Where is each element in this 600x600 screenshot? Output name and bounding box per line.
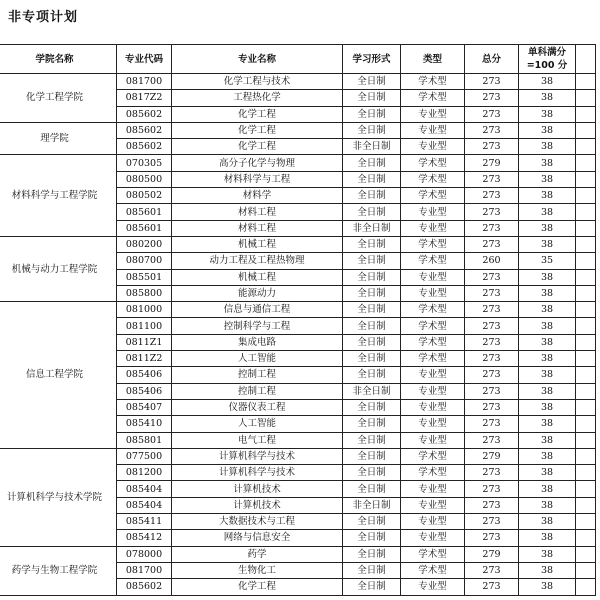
cell-code: 081700 xyxy=(117,562,172,578)
cell-code: 085406 xyxy=(117,383,172,399)
cell-major: 人工智能 xyxy=(172,351,343,367)
cell-mode: 全日制 xyxy=(343,204,401,220)
cell-extra xyxy=(576,334,596,350)
cell-single: 38 xyxy=(519,188,576,204)
cell-major: 电气工程 xyxy=(172,432,343,448)
cell-code: 0817Z2 xyxy=(117,90,172,106)
cell-total: 273 xyxy=(465,530,519,546)
cell-major: 机械工程 xyxy=(172,269,343,285)
cell-single: 38 xyxy=(519,302,576,318)
cell-single: 38 xyxy=(519,465,576,481)
cell-type: 学术型 xyxy=(401,546,465,562)
cell-major: 信息与通信工程 xyxy=(172,302,343,318)
cell-single: 38 xyxy=(519,74,576,90)
header-college: 学院名称 xyxy=(0,45,117,74)
cell-single: 38 xyxy=(519,530,576,546)
cell-extra xyxy=(576,220,596,236)
cell-total: 273 xyxy=(465,432,519,448)
cell-mode: 全日制 xyxy=(343,514,401,530)
cell-extra xyxy=(576,188,596,204)
cell-single: 38 xyxy=(519,514,576,530)
cell-major: 化学工程 xyxy=(172,139,343,155)
cell-major: 材料工程 xyxy=(172,220,343,236)
table-row xyxy=(0,155,596,171)
cell-major: 控制科学与工程 xyxy=(172,318,343,334)
header-mode: 学习形式 xyxy=(343,45,401,74)
cell-type: 专业型 xyxy=(401,497,465,513)
cell-code: 085410 xyxy=(117,416,172,432)
cell-mode: 全日制 xyxy=(343,448,401,464)
cell-code: 080500 xyxy=(117,171,172,187)
cell-extra xyxy=(576,155,596,171)
table-header-row xyxy=(0,45,596,74)
cell-mode: 全日制 xyxy=(343,318,401,334)
cell-total: 273 xyxy=(465,497,519,513)
cell-major: 控制工程 xyxy=(172,383,343,399)
cell-mode: 全日制 xyxy=(343,465,401,481)
cell-extra xyxy=(576,399,596,415)
table-row xyxy=(0,74,596,90)
cell-code: 080200 xyxy=(117,236,172,252)
cell-code: 085801 xyxy=(117,432,172,448)
cell-single: 38 xyxy=(519,562,576,578)
page-title: 非专项计划 xyxy=(8,10,79,25)
cell-type: 学术型 xyxy=(401,171,465,187)
cell-type: 学术型 xyxy=(401,90,465,106)
cell-total: 273 xyxy=(465,269,519,285)
cell-mode: 全日制 xyxy=(343,269,401,285)
cell-total: 273 xyxy=(465,236,519,252)
cell-single: 38 xyxy=(519,106,576,122)
cell-mode: 非全日制 xyxy=(343,220,401,236)
cell-mode: 全日制 xyxy=(343,432,401,448)
college-name-cell: 化学工程学院 xyxy=(0,74,117,123)
cell-type: 学术型 xyxy=(401,334,465,350)
cell-total: 273 xyxy=(465,481,519,497)
cell-single: 38 xyxy=(519,204,576,220)
cell-single: 38 xyxy=(519,269,576,285)
college-name-cell: 材料科学与工程学院 xyxy=(0,155,117,236)
cell-code: 081100 xyxy=(117,318,172,334)
cell-major: 计算机技术 xyxy=(172,481,343,497)
cell-major: 化学工程 xyxy=(172,122,343,138)
cell-total: 273 xyxy=(465,562,519,578)
cell-code: 085602 xyxy=(117,139,172,155)
cell-extra xyxy=(576,383,596,399)
cell-extra xyxy=(576,579,596,595)
cell-type: 专业型 xyxy=(401,220,465,236)
cell-single: 38 xyxy=(519,90,576,106)
cell-mode: 全日制 xyxy=(343,302,401,318)
cell-major: 集成电路 xyxy=(172,334,343,350)
college-name-cell: 信息工程学院 xyxy=(0,302,117,449)
cell-type: 学术型 xyxy=(401,188,465,204)
cell-major: 化学工程 xyxy=(172,579,343,595)
table-row xyxy=(0,236,596,252)
header-extra xyxy=(576,45,596,74)
cell-mode: 全日制 xyxy=(343,579,401,595)
cell-extra xyxy=(576,74,596,90)
cell-mode: 非全日制 xyxy=(343,383,401,399)
cell-type: 专业型 xyxy=(401,204,465,220)
header-single-line1: 单科满分 xyxy=(527,47,566,58)
cell-code: 085404 xyxy=(117,497,172,513)
college-name-cell: 药学与生物工程学院 xyxy=(0,546,117,595)
cell-code: 085412 xyxy=(117,530,172,546)
cell-single: 38 xyxy=(519,334,576,350)
cell-single: 38 xyxy=(519,399,576,415)
cell-extra xyxy=(576,562,596,578)
cell-total: 273 xyxy=(465,383,519,399)
cell-type: 专业型 xyxy=(401,530,465,546)
cell-type: 学术型 xyxy=(401,155,465,171)
cell-total: 273 xyxy=(465,367,519,383)
cell-single: 38 xyxy=(519,383,576,399)
cell-extra xyxy=(576,318,596,334)
header-type: 类型 xyxy=(401,45,465,74)
cell-major: 材料工程 xyxy=(172,204,343,220)
cell-type: 学术型 xyxy=(401,236,465,252)
cell-single: 38 xyxy=(519,139,576,155)
header-major: 专业名称 xyxy=(172,45,343,74)
cell-type: 专业型 xyxy=(401,514,465,530)
header-single-line2: =100 分 xyxy=(526,60,568,71)
table-row xyxy=(0,448,596,464)
cell-single: 38 xyxy=(519,481,576,497)
cell-extra xyxy=(576,432,596,448)
cell-major: 化学工程 xyxy=(172,106,343,122)
cell-extra xyxy=(576,448,596,464)
cell-mode: 全日制 xyxy=(343,171,401,187)
cell-mode: 全日制 xyxy=(343,334,401,350)
cell-extra xyxy=(576,367,596,383)
cell-major: 材料学 xyxy=(172,188,343,204)
cell-code: 078000 xyxy=(117,546,172,562)
cell-code: 080502 xyxy=(117,188,172,204)
cell-total: 273 xyxy=(465,188,519,204)
cell-major: 计算机技术 xyxy=(172,497,343,513)
cell-total: 260 xyxy=(465,253,519,269)
header-total: 总分 xyxy=(465,45,519,74)
cell-total: 273 xyxy=(465,579,519,595)
cell-type: 专业型 xyxy=(401,399,465,415)
cell-mode: 全日制 xyxy=(343,90,401,106)
cell-mode: 全日制 xyxy=(343,399,401,415)
cell-major: 计算机科学与技术 xyxy=(172,465,343,481)
cell-type: 专业型 xyxy=(401,106,465,122)
cell-mode: 全日制 xyxy=(343,367,401,383)
cell-single: 38 xyxy=(519,285,576,301)
cell-major: 生物化工 xyxy=(172,562,343,578)
cell-type: 学术型 xyxy=(401,465,465,481)
cell-mode: 全日制 xyxy=(343,546,401,562)
cell-total: 273 xyxy=(465,465,519,481)
cell-mode: 全日制 xyxy=(343,188,401,204)
cell-type: 学术型 xyxy=(401,74,465,90)
cell-type: 专业型 xyxy=(401,285,465,301)
cell-single: 38 xyxy=(519,318,576,334)
cell-total: 273 xyxy=(465,334,519,350)
cell-total: 273 xyxy=(465,74,519,90)
cell-single: 38 xyxy=(519,155,576,171)
cell-type: 专业型 xyxy=(401,579,465,595)
cell-total: 273 xyxy=(465,302,519,318)
cell-code: 085602 xyxy=(117,122,172,138)
cell-total: 279 xyxy=(465,448,519,464)
cell-total: 273 xyxy=(465,171,519,187)
cell-code: 081700 xyxy=(117,74,172,90)
cell-extra xyxy=(576,236,596,252)
cell-total: 273 xyxy=(465,139,519,155)
cell-single: 38 xyxy=(519,236,576,252)
cell-major: 机械工程 xyxy=(172,236,343,252)
cell-total: 279 xyxy=(465,546,519,562)
cell-code: 085411 xyxy=(117,514,172,530)
cell-code: 0811Z2 xyxy=(117,351,172,367)
cell-single: 38 xyxy=(519,122,576,138)
cell-mode: 全日制 xyxy=(343,416,401,432)
cell-type: 专业型 xyxy=(401,383,465,399)
cell-extra xyxy=(576,497,596,513)
cell-code: 081000 xyxy=(117,302,172,318)
cell-single: 38 xyxy=(519,416,576,432)
cell-extra xyxy=(576,416,596,432)
cell-code: 085601 xyxy=(117,204,172,220)
cell-major: 工程热化学 xyxy=(172,90,343,106)
cell-code: 085407 xyxy=(117,399,172,415)
cell-major: 化学工程与技术 xyxy=(172,74,343,90)
cell-total: 273 xyxy=(465,416,519,432)
cell-extra xyxy=(576,546,596,562)
cell-extra xyxy=(576,302,596,318)
cell-extra xyxy=(576,481,596,497)
cell-code: 081200 xyxy=(117,465,172,481)
cell-total: 279 xyxy=(465,155,519,171)
cell-single: 35 xyxy=(519,253,576,269)
cell-extra xyxy=(576,204,596,220)
cell-mode: 全日制 xyxy=(343,122,401,138)
cell-mode: 全日制 xyxy=(343,562,401,578)
cell-code: 085602 xyxy=(117,579,172,595)
cell-type: 学术型 xyxy=(401,448,465,464)
cell-total: 273 xyxy=(465,204,519,220)
cell-mode: 全日制 xyxy=(343,253,401,269)
cell-major: 网络与信息安全 xyxy=(172,530,343,546)
cell-total: 273 xyxy=(465,514,519,530)
cell-code: 080700 xyxy=(117,253,172,269)
cell-code: 085602 xyxy=(117,106,172,122)
cell-type: 学术型 xyxy=(401,302,465,318)
cell-code: 085800 xyxy=(117,285,172,301)
cell-extra xyxy=(576,285,596,301)
cell-extra xyxy=(576,253,596,269)
cell-single: 38 xyxy=(519,367,576,383)
table-row xyxy=(0,546,596,562)
college-name-cell: 机械与动力工程学院 xyxy=(0,236,117,301)
cell-type: 学术型 xyxy=(401,318,465,334)
cell-type: 学术型 xyxy=(401,351,465,367)
cell-mode: 全日制 xyxy=(343,236,401,252)
cell-extra xyxy=(576,514,596,530)
cell-single: 38 xyxy=(519,579,576,595)
table-row xyxy=(0,122,596,138)
cell-mode: 非全日制 xyxy=(343,497,401,513)
table-row xyxy=(0,302,596,318)
cell-major: 药学 xyxy=(172,546,343,562)
cell-single: 38 xyxy=(519,546,576,562)
college-name-cell: 计算机科学与技术学院 xyxy=(0,448,117,546)
cell-extra xyxy=(576,465,596,481)
cell-extra xyxy=(576,171,596,187)
cell-mode: 全日制 xyxy=(343,155,401,171)
cell-mode: 全日制 xyxy=(343,106,401,122)
cell-code: 085406 xyxy=(117,367,172,383)
plan-table-wrapper xyxy=(0,44,596,596)
cell-extra xyxy=(576,90,596,106)
header-single-subject xyxy=(519,45,576,74)
header-code: 专业代码 xyxy=(117,45,172,74)
cell-extra xyxy=(576,269,596,285)
cell-extra xyxy=(576,122,596,138)
plan-table xyxy=(0,44,596,596)
cell-total: 273 xyxy=(465,351,519,367)
table-body xyxy=(0,74,596,596)
cell-code: 077500 xyxy=(117,448,172,464)
cell-type: 学术型 xyxy=(401,562,465,578)
cell-single: 38 xyxy=(519,497,576,513)
cell-major: 人工智能 xyxy=(172,416,343,432)
cell-major: 高分子化学与物理 xyxy=(172,155,343,171)
cell-major: 材料科学与工程 xyxy=(172,171,343,187)
cell-total: 273 xyxy=(465,285,519,301)
cell-type: 专业型 xyxy=(401,269,465,285)
cell-code: 085601 xyxy=(117,220,172,236)
cell-type: 专业型 xyxy=(401,481,465,497)
cell-code: 070305 xyxy=(117,155,172,171)
cell-mode: 全日制 xyxy=(343,74,401,90)
cell-type: 专业型 xyxy=(401,139,465,155)
cell-major: 动力工程及工程热物理 xyxy=(172,253,343,269)
cell-single: 38 xyxy=(519,448,576,464)
cell-total: 273 xyxy=(465,106,519,122)
cell-major: 仪器仪表工程 xyxy=(172,399,343,415)
cell-extra xyxy=(576,530,596,546)
cell-extra xyxy=(576,351,596,367)
cell-extra xyxy=(576,106,596,122)
cell-type: 专业型 xyxy=(401,122,465,138)
cell-total: 273 xyxy=(465,90,519,106)
college-name-cell: 理学院 xyxy=(0,122,117,155)
cell-type: 专业型 xyxy=(401,432,465,448)
cell-single: 38 xyxy=(519,220,576,236)
cell-single: 38 xyxy=(519,171,576,187)
cell-mode: 全日制 xyxy=(343,481,401,497)
cell-mode: 非全日制 xyxy=(343,139,401,155)
cell-code: 0811Z1 xyxy=(117,334,172,350)
cell-total: 273 xyxy=(465,220,519,236)
cell-code: 085404 xyxy=(117,481,172,497)
cell-major: 计算机科学与技术 xyxy=(172,448,343,464)
cell-type: 专业型 xyxy=(401,416,465,432)
cell-mode: 全日制 xyxy=(343,530,401,546)
cell-mode: 全日制 xyxy=(343,285,401,301)
cell-total: 273 xyxy=(465,399,519,415)
cell-total: 273 xyxy=(465,318,519,334)
cell-code: 085501 xyxy=(117,269,172,285)
cell-single: 38 xyxy=(519,351,576,367)
cell-major: 大数据技术与工程 xyxy=(172,514,343,530)
cell-type: 学术型 xyxy=(401,253,465,269)
cell-extra xyxy=(576,139,596,155)
cell-type: 专业型 xyxy=(401,367,465,383)
cell-mode: 全日制 xyxy=(343,351,401,367)
cell-total: 273 xyxy=(465,122,519,138)
cell-single: 38 xyxy=(519,432,576,448)
cell-major: 能源动力 xyxy=(172,285,343,301)
cell-major: 控制工程 xyxy=(172,367,343,383)
